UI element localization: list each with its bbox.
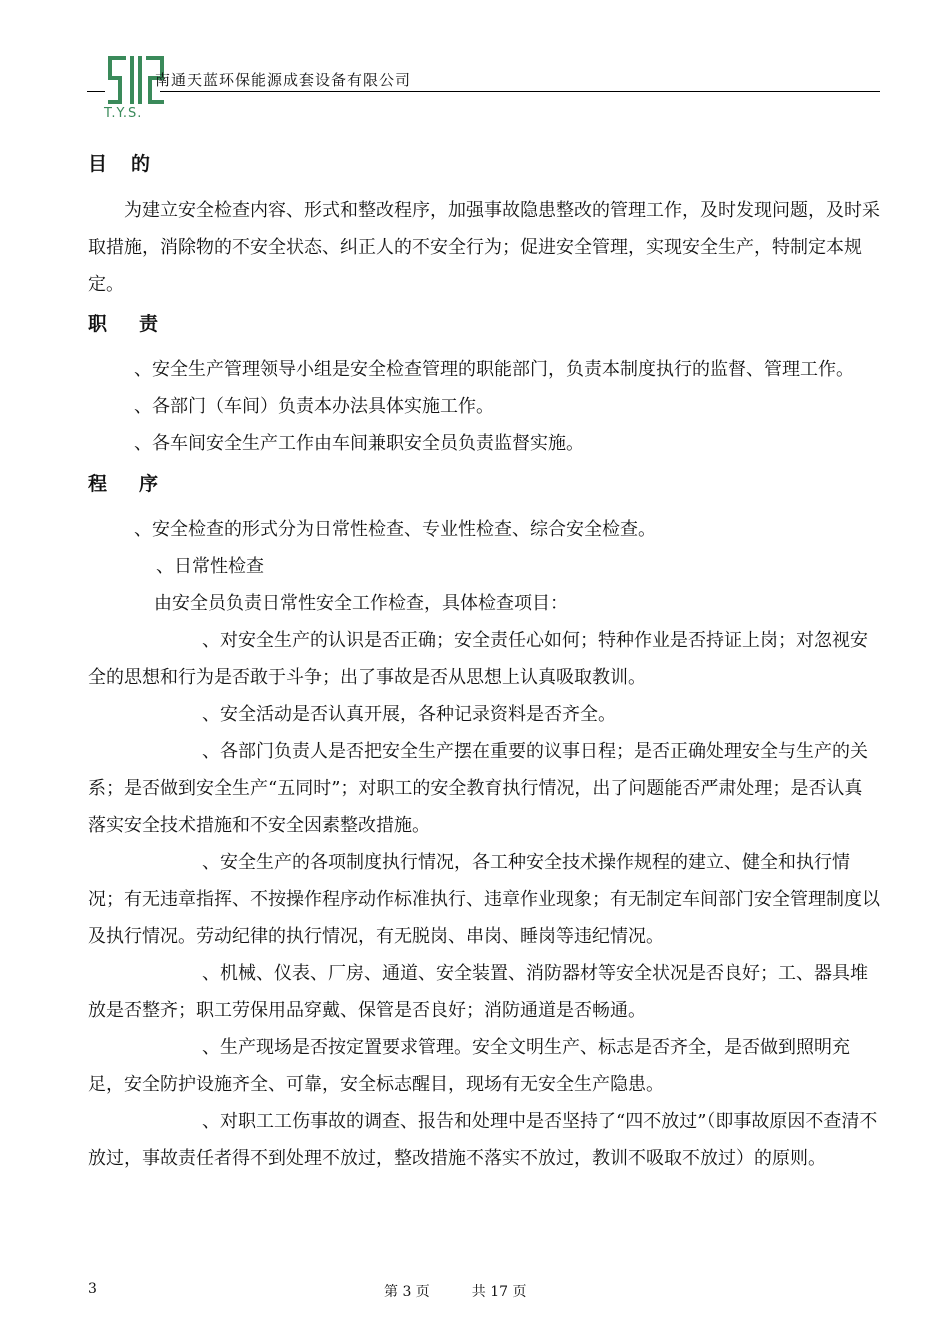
section-title-purpose: 目的 — [88, 153, 175, 175]
duty-item: 、安全生产管理领导小组是安全检查管理的职能部门，负责本制度执行的监督、管理工作。 — [134, 359, 854, 380]
procedure-subitem: 、日常性检查 — [156, 556, 264, 577]
section-title-procedure: 程序 — [88, 473, 191, 495]
check-item: 、安全生产的各项制度执行情况，各工种安全技术操作规程的建立、健全和执行情况；有无违章指挥、不按操作程序动作标准执行、违章作业现象；有无制定车间部门安全管理制度以及执行情况。劳动纪律的执行情况，有无脱岗、串岗、睡岗等违纪情况。 — [88, 852, 880, 947]
duty-item: 、各车间安全生产工作由车间兼职安全员负责监督实施。 — [134, 433, 584, 454]
company-logo — [104, 56, 164, 126]
duty-item: 、各部门（车间）负责本办法具体实施工作。 — [134, 396, 494, 417]
check-item: 、对职工工伤事故的调查、报告和处理中是否坚持了“四不放过”（即事故原因不查清不放过，事故责任者得不到处理不放过，整改措施不落实不放过，教训不吸取不放过）的原则。 — [88, 1111, 878, 1169]
document-body — [88, 146, 880, 1177]
check-item: 、机械、仪表、厂房、通道、安全装置、消防器材等安全状况是否良好；工、器具堆放是否整齐；职工劳保用品穿戴、保管是否良好；消防通道是否畅通。 — [88, 963, 868, 1021]
logo-text: T.Y.S. — [104, 106, 143, 121]
procedure-item: 、安全检查的形式分为日常性检查、专业性检查、综合安全检查。 — [134, 519, 656, 540]
section-title-duties: 职责 — [88, 313, 191, 335]
check-item: 、生产现场是否按定置要求管理。安全文明生产、标志是否齐全，是否做到照明充足，安全防护设施齐全、可靠，安全标志醒目，现场有无安全生产隐患。 — [88, 1037, 850, 1095]
footer-number: 3 — [88, 1281, 97, 1297]
header-rule-left — [87, 91, 105, 92]
check-item: 、安全活动是否认真开展，各种记录资料是否齐全。 — [202, 704, 616, 725]
procedure-intro: 由安全员负责日常性安全工作检查，具体检查项目： — [154, 593, 568, 614]
check-item: 、各部门负责人是否把安全生产摆在重要的议事日程；是否正确处理安全与生产的关系；是否做到安全生产“五同时”；对职工的安全教育执行情况，出了问题能否严肃处理；是否认真落实安全技术措施和不安全因素整改措施。 — [88, 741, 868, 836]
header-rule — [160, 91, 880, 92]
page-indicator: 第 3 页 共 17 页 — [384, 1284, 527, 1300]
company-name: 南通天蓝环保能源成套设备有限公司 — [155, 71, 412, 89]
purpose-paragraph: 为建立安全检查内容、形式和整改程序，加强事故隐患整改的管理工作，及时发现问题，及时采取措施，消除物的不安全状态、纠正人的不安全行为；促进安全管理，实现安全生产，特制定本规定。 — [88, 200, 880, 295]
check-item: 、对安全生产的认识是否正确；安全责任心如何；特种作业是否持证上岗；对忽视安全的思想和行为是否敢于斗争；出了事故是否从思想上认真吸取教训。 — [88, 630, 868, 688]
